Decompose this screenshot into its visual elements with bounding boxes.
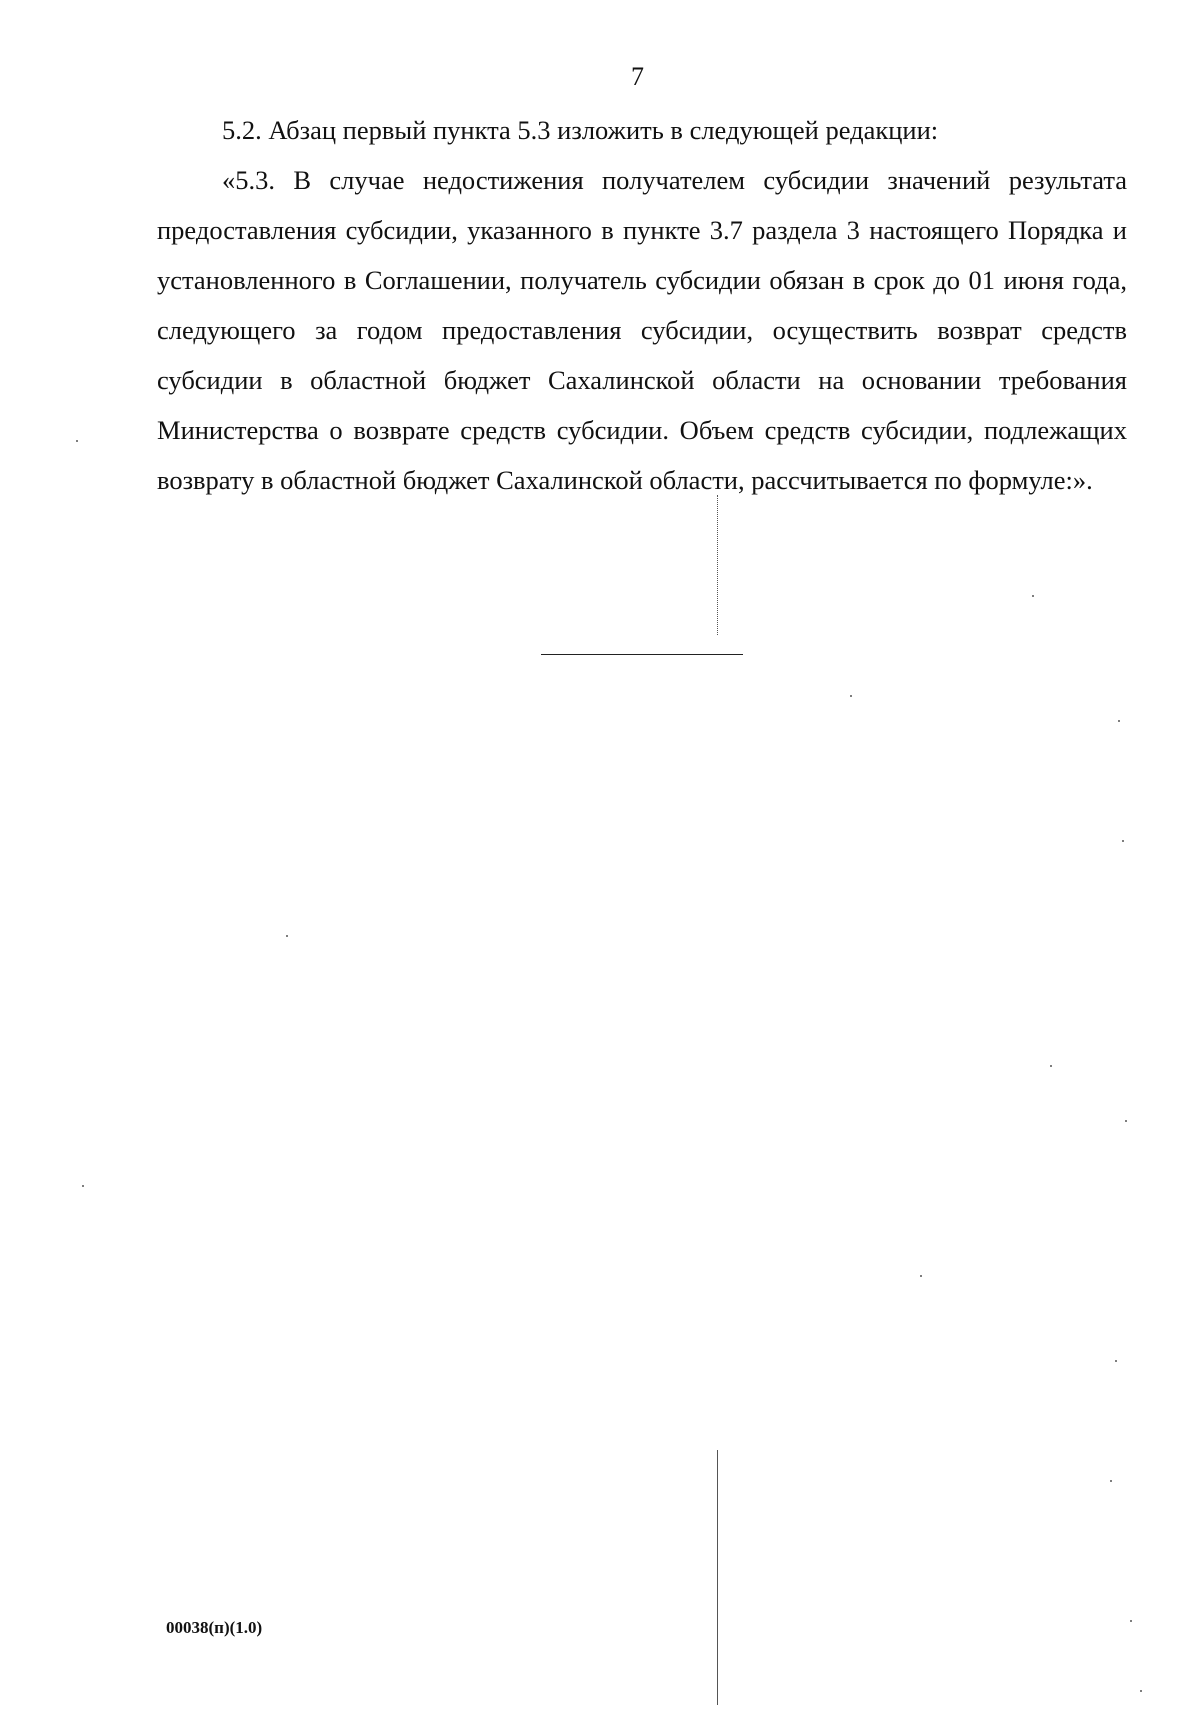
scan-speck bbox=[1110, 1480, 1112, 1482]
scan-speck bbox=[850, 695, 852, 697]
scan-speck bbox=[76, 440, 78, 442]
document-body bbox=[157, 105, 1127, 505]
scan-speck bbox=[1032, 595, 1034, 597]
scan-speck bbox=[920, 1275, 922, 1277]
document-code: 00038(п)(1.0) bbox=[166, 1618, 263, 1637]
scan-speck bbox=[1122, 840, 1124, 842]
scan-speck bbox=[82, 1185, 84, 1187]
scan-speck bbox=[1115, 1360, 1117, 1362]
scan-speck bbox=[286, 935, 288, 937]
scan-speck bbox=[1125, 1120, 1127, 1122]
scan-fold-mark bbox=[717, 1450, 718, 1705]
scan-speck bbox=[1130, 1620, 1132, 1622]
paragraph-amendment-text: «5.3. В случае недостижения получателем субсидии значений результата предоставления субсидии, указанного в пункте 3.7 раздела 3 настоящего Порядка и установленного в Соглашении, получатель субсидии обязан в срок до 01 июня года, следующего за годом предоставления субсидии, осуществить возврат средств субсидии в областной бюджет Сахалинской области на основании требования Министерства о возврате средств субсидии. Объем средств субсидии, подлежащих возврату в областной бюджет Сахалинской области, рассчитывается по формуле:». bbox=[157, 165, 1127, 495]
scan-speck bbox=[1140, 1690, 1142, 1692]
paragraph-amendment-intro: 5.2. Абзац первый пункта 5.3 изложить в следующей редакции: bbox=[222, 115, 939, 145]
scan-speck bbox=[1118, 720, 1120, 722]
section-separator-line bbox=[541, 654, 743, 655]
scan-speck bbox=[1050, 1065, 1052, 1067]
page-number: 7 bbox=[631, 62, 644, 91]
scan-fold-mark bbox=[717, 495, 718, 635]
